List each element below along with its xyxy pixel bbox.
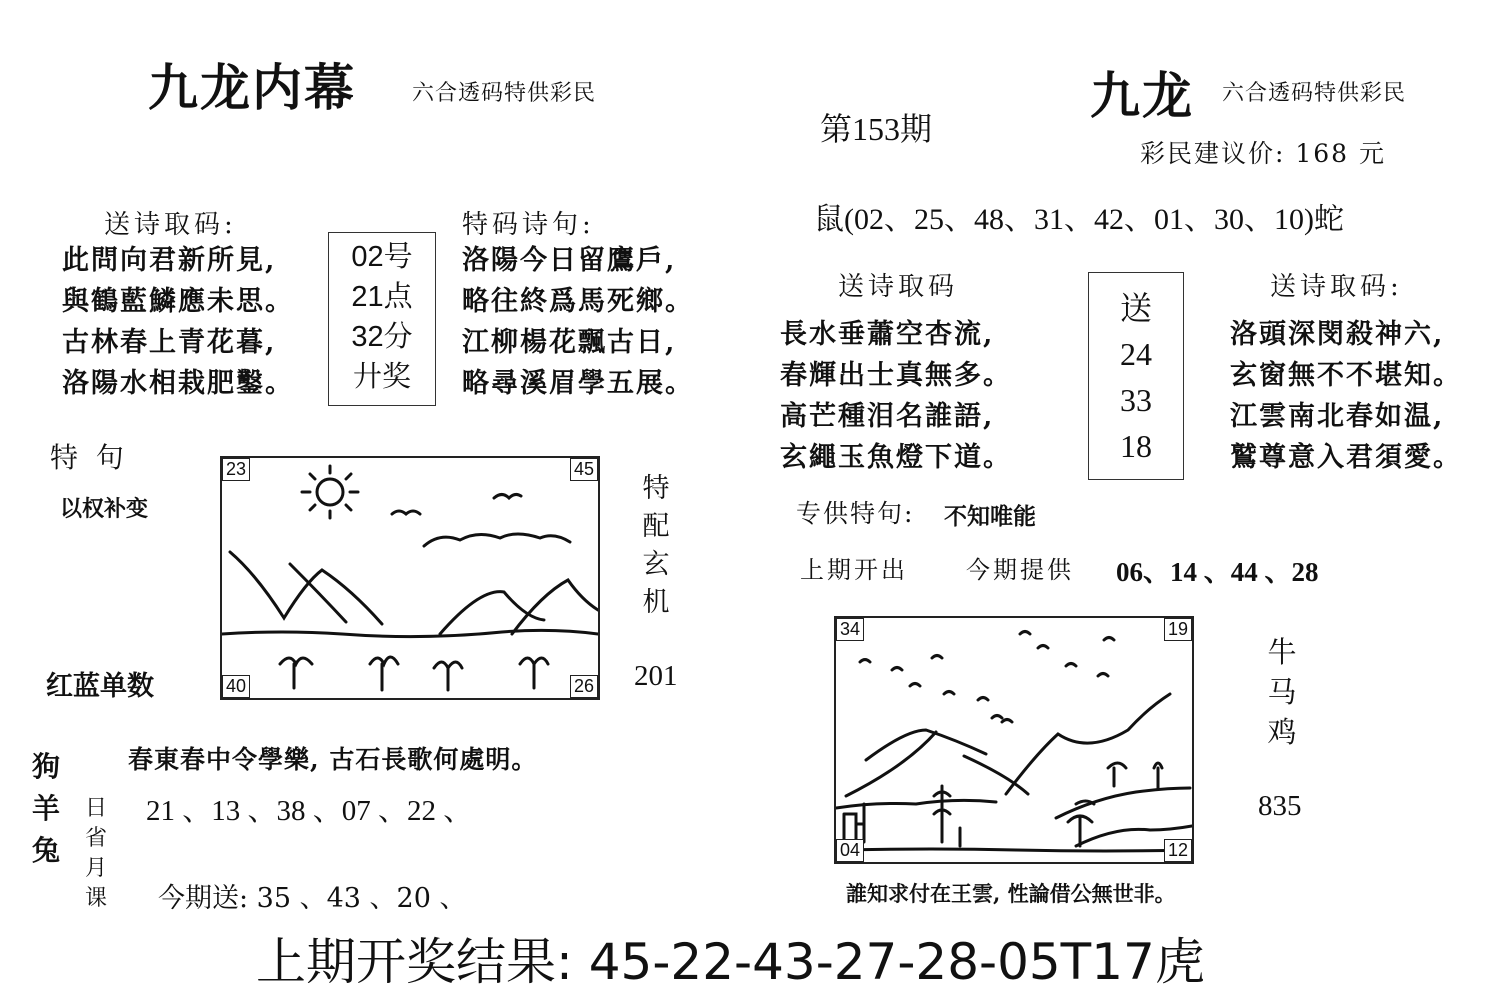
zodiac-char: 羊 [31, 792, 60, 825]
daily-char: 省 [84, 826, 107, 851]
left-pic-corner-tr: 45 [570, 458, 598, 481]
daily-char: 日 [84, 796, 107, 821]
poem-a-line: 春輝出士真無多。 [780, 360, 1012, 391]
right-poem-b [1230, 314, 1462, 478]
daily-char: 月 [84, 856, 107, 881]
side-char: 机 [642, 587, 670, 618]
daily-vertical [82, 794, 110, 914]
last-result: 上期开奖结果: 45-22-43-27-28-05T17虎 [256, 933, 1205, 991]
side-char: 马 [1267, 675, 1297, 709]
right-pic-corner-br: 12 [1164, 839, 1192, 862]
left-number-box [328, 232, 436, 406]
left-poem-line: 此問向君新所見, [62, 245, 277, 276]
landscape-drawing [836, 618, 1192, 862]
daily-numbers: 21 、13 、38 、07 、22 、 [146, 795, 473, 827]
left-poem-line: 與鶴藍鱗應未思。 [62, 286, 294, 317]
right-landscape-picture [834, 616, 1194, 864]
left-title: 九龙内幕 [148, 58, 356, 117]
side-char: 特 [642, 473, 670, 504]
side-char: 鸡 [1267, 715, 1297, 749]
right-number-box [1088, 272, 1184, 480]
left-pic-corner-bl: 40 [222, 675, 250, 698]
box-line: 21点 [351, 281, 413, 313]
zodiac-vertical [26, 746, 66, 872]
left-special-label: 特码诗句: [462, 210, 595, 240]
right-tagline: 六合透码特供彩民 [1222, 81, 1407, 106]
right-verse: 誰知求付在王雲, 性論借公無世非。 [846, 881, 1176, 906]
left-verse: 春東春中令學樂, 古石長歌何處明。 [128, 745, 538, 774]
right-pic-corner-bl: 04 [836, 839, 864, 862]
left-landscape-picture [220, 456, 600, 700]
left-pic-corner-br: 26 [570, 675, 598, 698]
box-line: 廾奖 [352, 361, 411, 393]
poem-b-line: 玄窗無不不堪知。 [1230, 360, 1462, 391]
shu-she-line: 鼠(02、25、48、31、42、01、30、10)蛇 [814, 203, 1344, 236]
poem-b-line: 洛頭深閔殺神六, [1230, 319, 1445, 350]
right-special-label: 专供特句: [796, 499, 915, 528]
special-line: 略往終爲馬死鄉。 [462, 286, 694, 317]
right-pic-corner-tl: 34 [836, 618, 864, 641]
right-title: 九龙 [1090, 66, 1194, 125]
provide-label: 今期提供 [966, 556, 1074, 584]
right-side-vertical [1262, 632, 1302, 752]
box-line: 33 [1120, 382, 1152, 418]
zodiac-char: 兔 [31, 834, 60, 867]
left-poem-line: 古林春上青花暮, [62, 327, 277, 358]
poem-a-line: 高芒種泪名誰語, [780, 401, 995, 432]
issue-number: 第153期 [820, 111, 933, 147]
provide-numbers: 06、14 、44 、28 [1116, 557, 1319, 587]
right-special-text: 不知唯能 [944, 503, 1036, 530]
left-pic-corner-tl: 23 [222, 458, 250, 481]
special-line: 略尋溪眉學五展。 [462, 368, 694, 399]
te-ju-label: 特 句 [50, 441, 124, 474]
box-line: 18 [1120, 428, 1152, 464]
this-issue-numbers: 今期送: 35 、43 、20 、 [158, 883, 467, 914]
right-poem-label-b: 送诗取码: [1270, 272, 1403, 302]
right-poem-label-a: 送诗取码 [838, 272, 959, 302]
box-line: 24 [1120, 336, 1152, 372]
poem-a-line: 長水垂蕭空杏流, [780, 319, 995, 350]
red-blue-label: 红蓝单数 [46, 671, 154, 701]
landscape-drawing [222, 458, 598, 698]
box-line: 02号 [351, 241, 413, 273]
right-side-number: 835 [1258, 790, 1302, 822]
left-poem [62, 240, 294, 404]
left-side-number: 201 [634, 660, 678, 692]
left-poem-label: 送诗取码: [104, 210, 237, 240]
right-poem-a [780, 314, 1012, 478]
box-line: 32分 [351, 321, 413, 353]
special-line: 江柳楊花飄古日, [462, 327, 677, 358]
right-pic-corner-tr: 19 [1164, 618, 1192, 641]
special-line: 洛陽今日留鷹戶, [462, 245, 677, 276]
side-char: 玄 [642, 549, 670, 580]
right-price: 彩民建议价: 168 元 [1140, 139, 1387, 168]
left-special-poem [462, 240, 694, 404]
side-char: 配 [642, 511, 670, 542]
side-char: 牛 [1267, 635, 1297, 669]
poem-a-line: 玄繩玉魚燈下道。 [780, 442, 1012, 473]
zodiac-char: 狗 [31, 750, 60, 783]
poem-b-line: 鷲尊意入君須愛。 [1230, 442, 1462, 473]
te-ju-text: 以权补变 [60, 496, 149, 521]
poem-b-line: 江雲南北春如温, [1230, 401, 1445, 432]
left-tagline: 六合透码特供彩民 [412, 81, 597, 106]
daily-char: 课 [84, 886, 107, 911]
last-issue-label: 上期开出 [800, 556, 908, 584]
left-poem-line: 洛陽水相栽肥鑿。 [62, 368, 294, 399]
box-line: 送 [1119, 290, 1152, 326]
left-side-vertical [636, 470, 676, 622]
